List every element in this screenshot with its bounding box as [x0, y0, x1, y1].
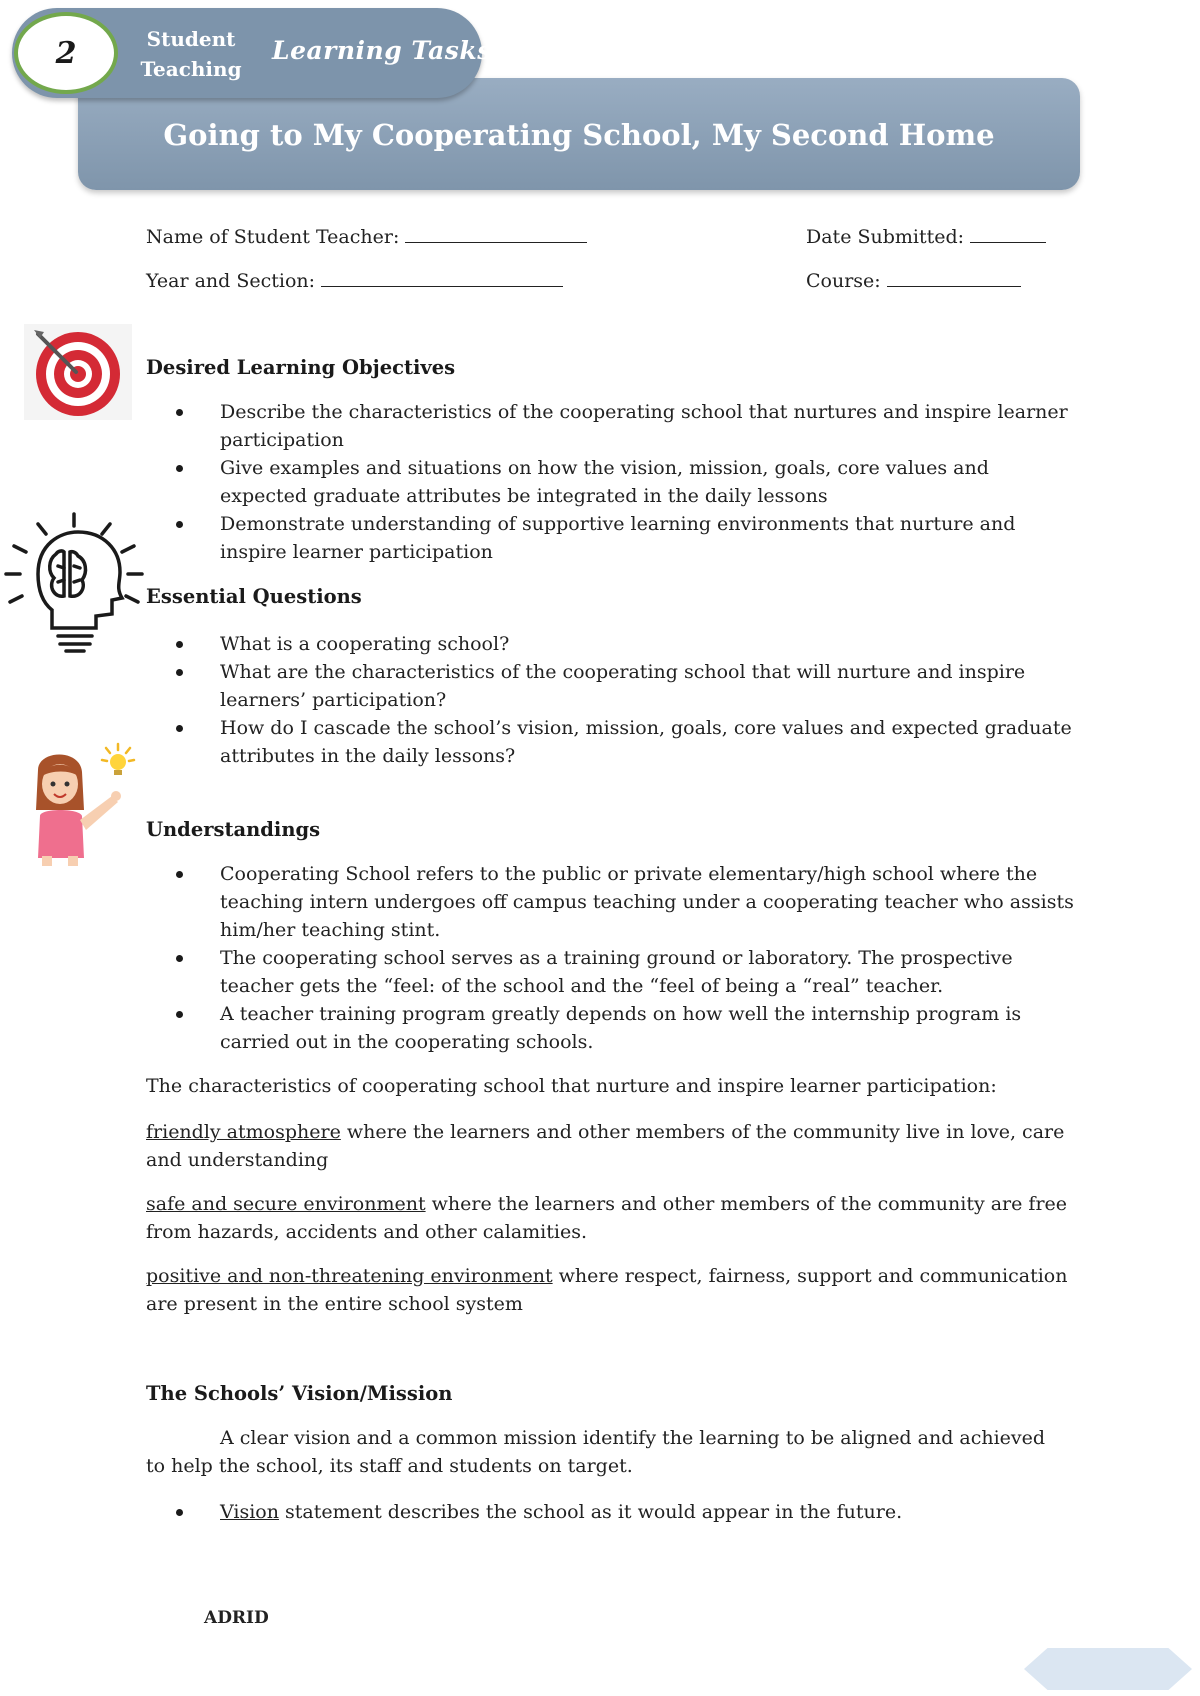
list-item	[220, 1000, 1076, 1056]
course-field	[806, 268, 1021, 292]
list-item	[220, 630, 1076, 658]
target-icon	[24, 324, 132, 420]
understandings-list	[220, 860, 1076, 1056]
question-text: How do I cascade the school’s vision, mission, goals, core values and expected graduate attributes in the daily lessons?	[220, 717, 1072, 767]
list-item	[220, 944, 1076, 1000]
characteristic-item	[146, 1262, 1068, 1318]
questions-heading: Essential Questions	[146, 585, 362, 608]
list-item	[220, 860, 1076, 944]
vision-paragraph: A clear vision and a common mission identify the learning to be aligned and achieved to help the school, its staff and students on target.	[146, 1427, 1046, 1477]
year-section-field	[146, 268, 563, 292]
understandings-heading: Understandings	[146, 818, 321, 841]
vision-desc: statement describes the school as it would appear in the future.	[278, 1501, 903, 1523]
bullet-icon	[176, 669, 183, 676]
characteristic-term: friendly atmosphere	[146, 1121, 341, 1143]
understanding-text: Cooperating School refers to the public or private elementary/high school where the teaching intern undergoes off campus teaching under a cooperating teacher who assists him/her teaching stint.	[220, 863, 1074, 941]
characteristic-desc: where respect, fairness, support and communication are present in the entire school system	[146, 1265, 1068, 1315]
list-item	[220, 714, 1076, 770]
objective-text: Describe the characteristics of the cooperating school that nurtures and inspire learner participation	[220, 401, 1068, 451]
vision-heading: The Schools’ Vision/Mission	[146, 1382, 453, 1405]
bullet-icon	[176, 725, 183, 732]
page-number-tab	[1024, 1648, 1192, 1690]
list-item	[220, 398, 1076, 454]
list-item	[220, 454, 1076, 510]
date-submitted-label: Date Submitted:	[806, 226, 965, 248]
questions-list	[220, 630, 1076, 770]
date-submitted-field	[806, 224, 1046, 248]
understanding-text: A teacher training program greatly depends on how well the internship program is carried out in the cooperating schools.	[220, 1003, 1022, 1053]
bullet-icon	[176, 1011, 183, 1018]
course-label: Course:	[806, 270, 881, 292]
objective-text: Demonstrate understanding of supportive learning environments that nurture and inspire learner participation	[220, 513, 1016, 563]
course-blank	[887, 268, 1021, 287]
date-submitted-blank	[970, 224, 1046, 243]
characteristic-term: positive and non-threatening environment	[146, 1265, 553, 1287]
characteristic-desc: where the learners and other members of the community live in love, care and understanding	[146, 1121, 1065, 1171]
characteristics-intro: The characteristics of cooperating school that nurture and inspire learner participation:	[146, 1075, 997, 1097]
bullet-icon	[176, 955, 183, 962]
lesson-number: 2	[14, 12, 118, 94]
objective-text: Give examples and situations on how the vision, mission, goals, core values and expected graduate attributes be integrated in the daily lessons	[220, 457, 989, 507]
bullet-icon	[176, 409, 183, 416]
girl-idea-icon	[26, 740, 146, 868]
vision-list	[220, 1498, 1076, 1526]
list-item	[220, 1498, 1076, 1526]
question-text: What are the characteristics of the cooperating school that will nurture and inspire learners’ participation?	[220, 661, 1026, 711]
subject-line-1: Student	[146, 27, 236, 51]
bullet-icon	[176, 1509, 183, 1516]
question-text: What is a cooperating school?	[220, 633, 510, 655]
footer-author: ADRID	[204, 1608, 269, 1628]
bullet-icon	[176, 521, 183, 528]
characteristic-item	[146, 1118, 1068, 1174]
bullet-icon	[176, 465, 183, 472]
page-title: Going to My Cooperating School, My Second Home	[163, 118, 995, 152]
subject-label	[132, 24, 250, 84]
brain-lightbulb-icon	[0, 510, 150, 654]
objectives-list	[220, 398, 1076, 566]
bullet-icon	[176, 641, 183, 648]
year-section-label: Year and Section:	[146, 270, 316, 292]
list-item	[220, 510, 1076, 566]
vision-term: Vision	[220, 1501, 279, 1523]
student-name-label: Name of Student Teacher:	[146, 226, 400, 248]
year-section-blank	[321, 268, 563, 287]
characteristic-desc: where the learners and other members of the community are free from hazards, accidents and other calamities.	[146, 1193, 1068, 1243]
subject-line-2: Teaching	[140, 57, 242, 81]
list-item	[220, 658, 1076, 714]
understanding-text: The cooperating school serves as a training ground or laboratory. The prospective teacher gets the “feel: of the school and the “feel of being a “real” teacher.	[220, 947, 1013, 997]
characteristic-term: safe and secure environment	[146, 1193, 426, 1215]
characteristic-item	[146, 1190, 1068, 1246]
student-name-blank	[405, 224, 587, 243]
learning-tasks-label: Learning Tasks	[272, 36, 492, 65]
objectives-heading: Desired Learning Objectives	[146, 356, 456, 379]
student-name-field	[146, 224, 587, 248]
bullet-icon	[176, 871, 183, 878]
